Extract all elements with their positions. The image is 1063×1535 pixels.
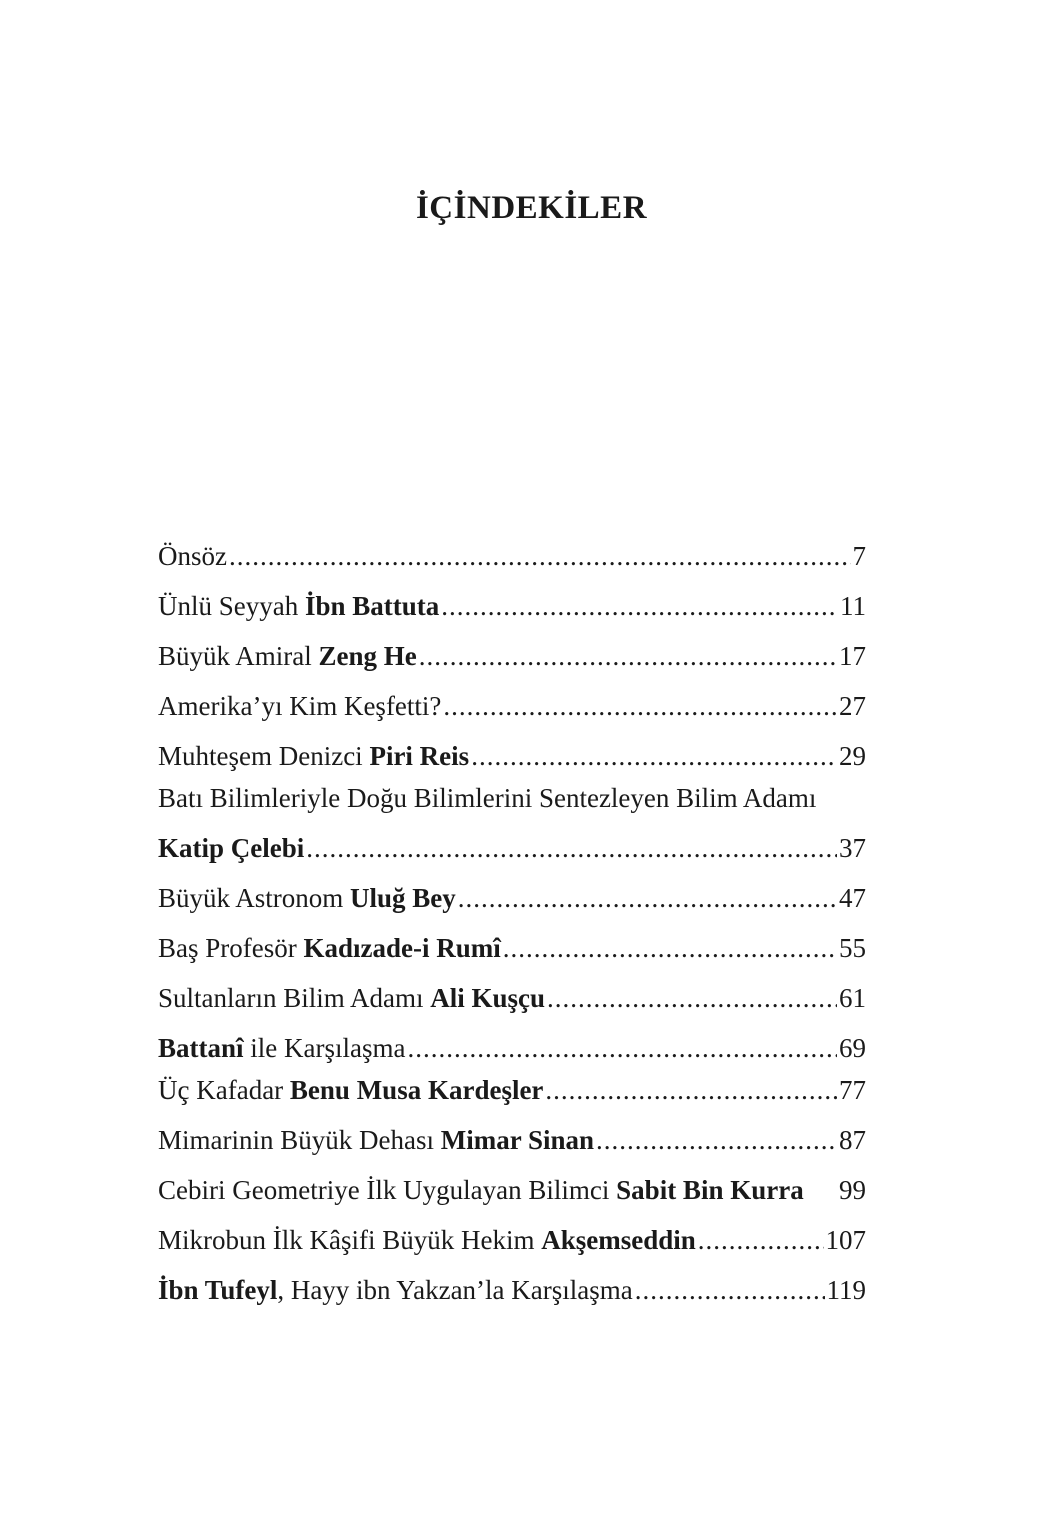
toc-entry-text: Büyük Astronom — [158, 883, 351, 913]
page-number: 37 — [839, 833, 866, 863]
page-number: 17 — [839, 641, 866, 671]
toc-entry — [158, 686, 866, 726]
dot-leader — [545, 1070, 837, 1110]
toc-entry-text: Büyük Amiral — [158, 641, 319, 671]
toc-entry-name: Sabit Bin Kurra — [616, 1175, 804, 1205]
toc-entry-name: Ali Kuşçu — [430, 983, 546, 1013]
dot-leader — [635, 1270, 825, 1310]
toc-entry-title — [158, 636, 417, 676]
toc-entry-title — [158, 828, 304, 868]
toc-entry-title — [158, 928, 501, 968]
dot-leader — [698, 1220, 824, 1260]
toc-entry-text: ile Karşılaşma — [243, 1033, 406, 1063]
toc-entry-name: Kadızade-i Rumî — [303, 933, 501, 963]
dot-leader — [306, 828, 837, 868]
toc-entry-text: Önsöz — [158, 541, 227, 571]
toc-entry-text: Ünlü Seyyah — [158, 591, 305, 621]
dot-leader — [596, 1120, 837, 1160]
toc-entry — [158, 978, 866, 1018]
toc-entry-text: Sultanların Bilim Adamı — [158, 983, 431, 1013]
toc-entry-text: Amerika’yı Kim Keşfetti? — [158, 691, 442, 721]
toc-entry-title — [158, 1170, 804, 1210]
dot-leader — [443, 686, 837, 726]
toc-entry-title — [158, 978, 545, 1018]
page-number: 77 — [839, 1075, 866, 1105]
toc-entry-text: Cebiri Geometriye İlk Uygulayan Bilimci — [158, 1175, 617, 1205]
toc-entry — [158, 736, 866, 776]
toc-entry-title — [158, 1120, 594, 1160]
page-number: 27 — [839, 691, 866, 721]
toc-entry-name: Uluğ Bey — [350, 883, 456, 913]
page-number: 7 — [852, 541, 866, 571]
toc-entry — [158, 1028, 866, 1068]
page-number: 87 — [839, 1125, 866, 1155]
toc-entry-title — [158, 1220, 696, 1260]
page-number: 69 — [839, 1033, 866, 1063]
page-number: 119 — [826, 1275, 866, 1305]
toc-entry — [158, 1170, 866, 1210]
toc-entry-title — [158, 586, 439, 626]
toc-entry-name: İbn Tufeyl — [158, 1275, 278, 1305]
toc-entry — [158, 778, 866, 818]
toc-entry — [158, 536, 866, 576]
toc-entry-name: Katip Çelebi — [158, 833, 305, 863]
page-number: 29 — [839, 741, 866, 771]
page-number: 61 — [839, 983, 866, 1013]
toc-entry-title — [158, 1028, 405, 1068]
toc-entry — [158, 1120, 866, 1160]
dot-leader — [441, 586, 838, 626]
toc-entry — [158, 878, 866, 918]
page-title: İÇİNDEKİLER — [415, 190, 648, 226]
dot-leader — [547, 978, 837, 1018]
toc-entry-text: Mikrobun İlk Kâşifi Büyük Hekim — [158, 1225, 542, 1255]
toc-entry-text: , Hayy ibn Yakzan’la Karşılaşma — [277, 1275, 633, 1305]
toc-entry — [158, 1220, 866, 1260]
toc-entry-title — [158, 1270, 633, 1310]
toc-entry-name: Mimar Sinan — [440, 1125, 595, 1155]
toc-entry-title — [158, 778, 816, 818]
toc-entry-name: Benu Musa Kardeşler — [289, 1075, 544, 1105]
dot-leader — [407, 1028, 837, 1068]
toc-entry-title — [158, 736, 469, 776]
dot-leader — [471, 736, 837, 776]
toc-entry-name: Zeng He — [318, 641, 417, 671]
dot-leader — [229, 536, 851, 576]
toc-entry-title — [158, 536, 227, 576]
toc-entry — [158, 586, 866, 626]
toc-entry-text: Batı Bilimleriyle Doğu Bilimlerini Sentezleyen Bilim Adamı — [158, 783, 817, 813]
toc-entry-title — [158, 1070, 543, 1110]
dot-leader — [503, 928, 837, 968]
toc-entry-name: Akşemseddin — [541, 1225, 696, 1255]
toc-entry — [158, 928, 866, 968]
page-number: 99 — [839, 1175, 866, 1205]
toc-entry-name: Piri Reis — [369, 741, 470, 771]
page-number: 11 — [840, 591, 866, 621]
toc-entry — [158, 828, 866, 868]
toc-entry-title — [158, 878, 456, 918]
toc-entry-title — [158, 686, 441, 726]
page-number: 55 — [839, 933, 866, 963]
toc-entry-name: İbn Battuta — [304, 591, 440, 621]
dot-leader — [458, 878, 837, 918]
toc-entry — [158, 1270, 866, 1310]
toc-entry-text: Muhteşem Denizci — [158, 741, 370, 771]
dot-leader — [419, 636, 837, 676]
toc-entry-text: Mimarinin Büyük Dehası — [158, 1125, 441, 1155]
toc-entry-text: Üç Kafadar — [158, 1075, 290, 1105]
toc-entry-name: Battanî — [158, 1033, 244, 1063]
page-number: 107 — [825, 1225, 866, 1255]
toc-entry — [158, 1070, 866, 1110]
page-number: 47 — [839, 883, 866, 913]
toc-entry — [158, 636, 866, 676]
toc-entry-text: Baş Profesör — [158, 933, 304, 963]
